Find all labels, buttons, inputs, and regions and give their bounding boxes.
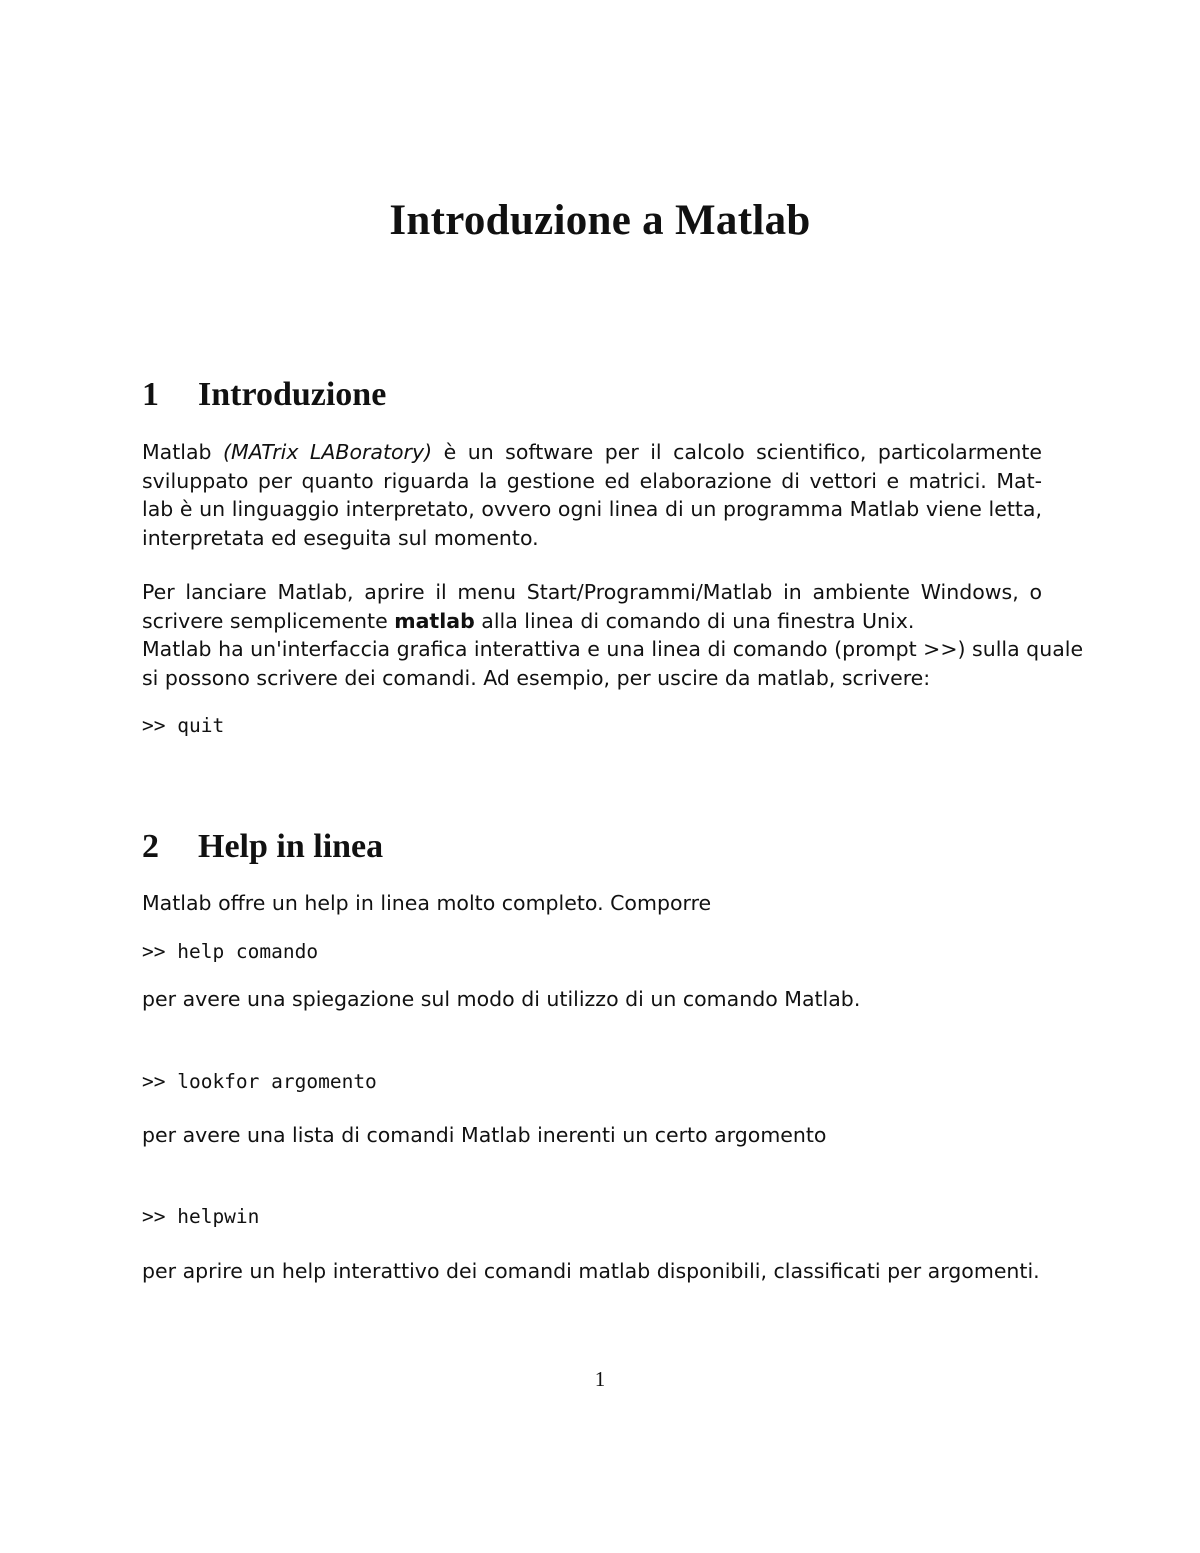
paragraph-lookfor-description: per avere una lista di comandi Matlab inerenti un certo argomento — [142, 1123, 827, 1147]
paragraph-matlab-definition — [142, 438, 1042, 552]
section-title: Help in linea — [198, 828, 384, 865]
section-heading-introduzione — [142, 376, 386, 414]
paragraph-line — [142, 438, 1042, 467]
command-quit: >> quit — [142, 714, 225, 737]
paragraph-help-intro: Matlab offre un help in linea molto completo. Comporre — [142, 891, 712, 915]
acronym-expansion: (MATrix LABoratory) — [223, 440, 433, 464]
section-number: 1 — [142, 376, 159, 413]
text-run: scrivere semplicemente — [142, 608, 395, 633]
paragraph-line: sviluppato per quanto riguarda la gestione ed elaborazione di vettori e matrici. Mat- — [142, 468, 1042, 493]
paragraph-helpwin-description: per aprire un help interattivo dei comandi matlab disponibili, classificati per argomenti. — [142, 1259, 1040, 1283]
paragraph-line: interpretata ed eseguita sul momento. — [142, 525, 539, 550]
text-run: alla linea di comando di una finestra Unix. — [474, 608, 915, 633]
section-title: Introduzione — [198, 376, 387, 413]
section-heading-help-in-linea — [142, 828, 383, 866]
page-number: 1 — [594, 1367, 606, 1391]
paragraph-line: lab è un linguaggio interpretato, ovvero ogni linea di un programma Matlab viene letta, — [142, 497, 1042, 521]
document-title: Introduzione a Matlab — [389, 197, 811, 244]
paragraph-line — [142, 607, 1042, 636]
text-run: è un software per il calcolo scientifico, particolarmente — [432, 440, 1042, 464]
command-helpwin: >> helpwin — [142, 1205, 260, 1228]
command-lookfor: >> lookfor argomento — [142, 1070, 377, 1093]
section-number: 2 — [142, 828, 159, 865]
paragraph-launch-matlab — [142, 578, 1084, 692]
command-help: >> help comando — [142, 940, 319, 963]
keyword-matlab: matlab — [394, 608, 475, 633]
paragraph-line: si possono scrivere dei comandi. Ad esempio, per uscire da matlab, scrivere: — [142, 665, 931, 690]
paragraph-line: Matlab ha un'interfaccia grafica interattiva e una linea di comando (prompt >>) sulla quale — [142, 637, 1084, 661]
paragraph-help-description: per avere una spiegazione sul modo di utilizzo di un comando Matlab. — [142, 987, 861, 1011]
paragraph-line: Per lanciare Matlab, aprire il menu Start/Programmi/Matlab in ambiente Windows, o — [142, 580, 1042, 604]
text-run: Matlab — [142, 440, 224, 464]
